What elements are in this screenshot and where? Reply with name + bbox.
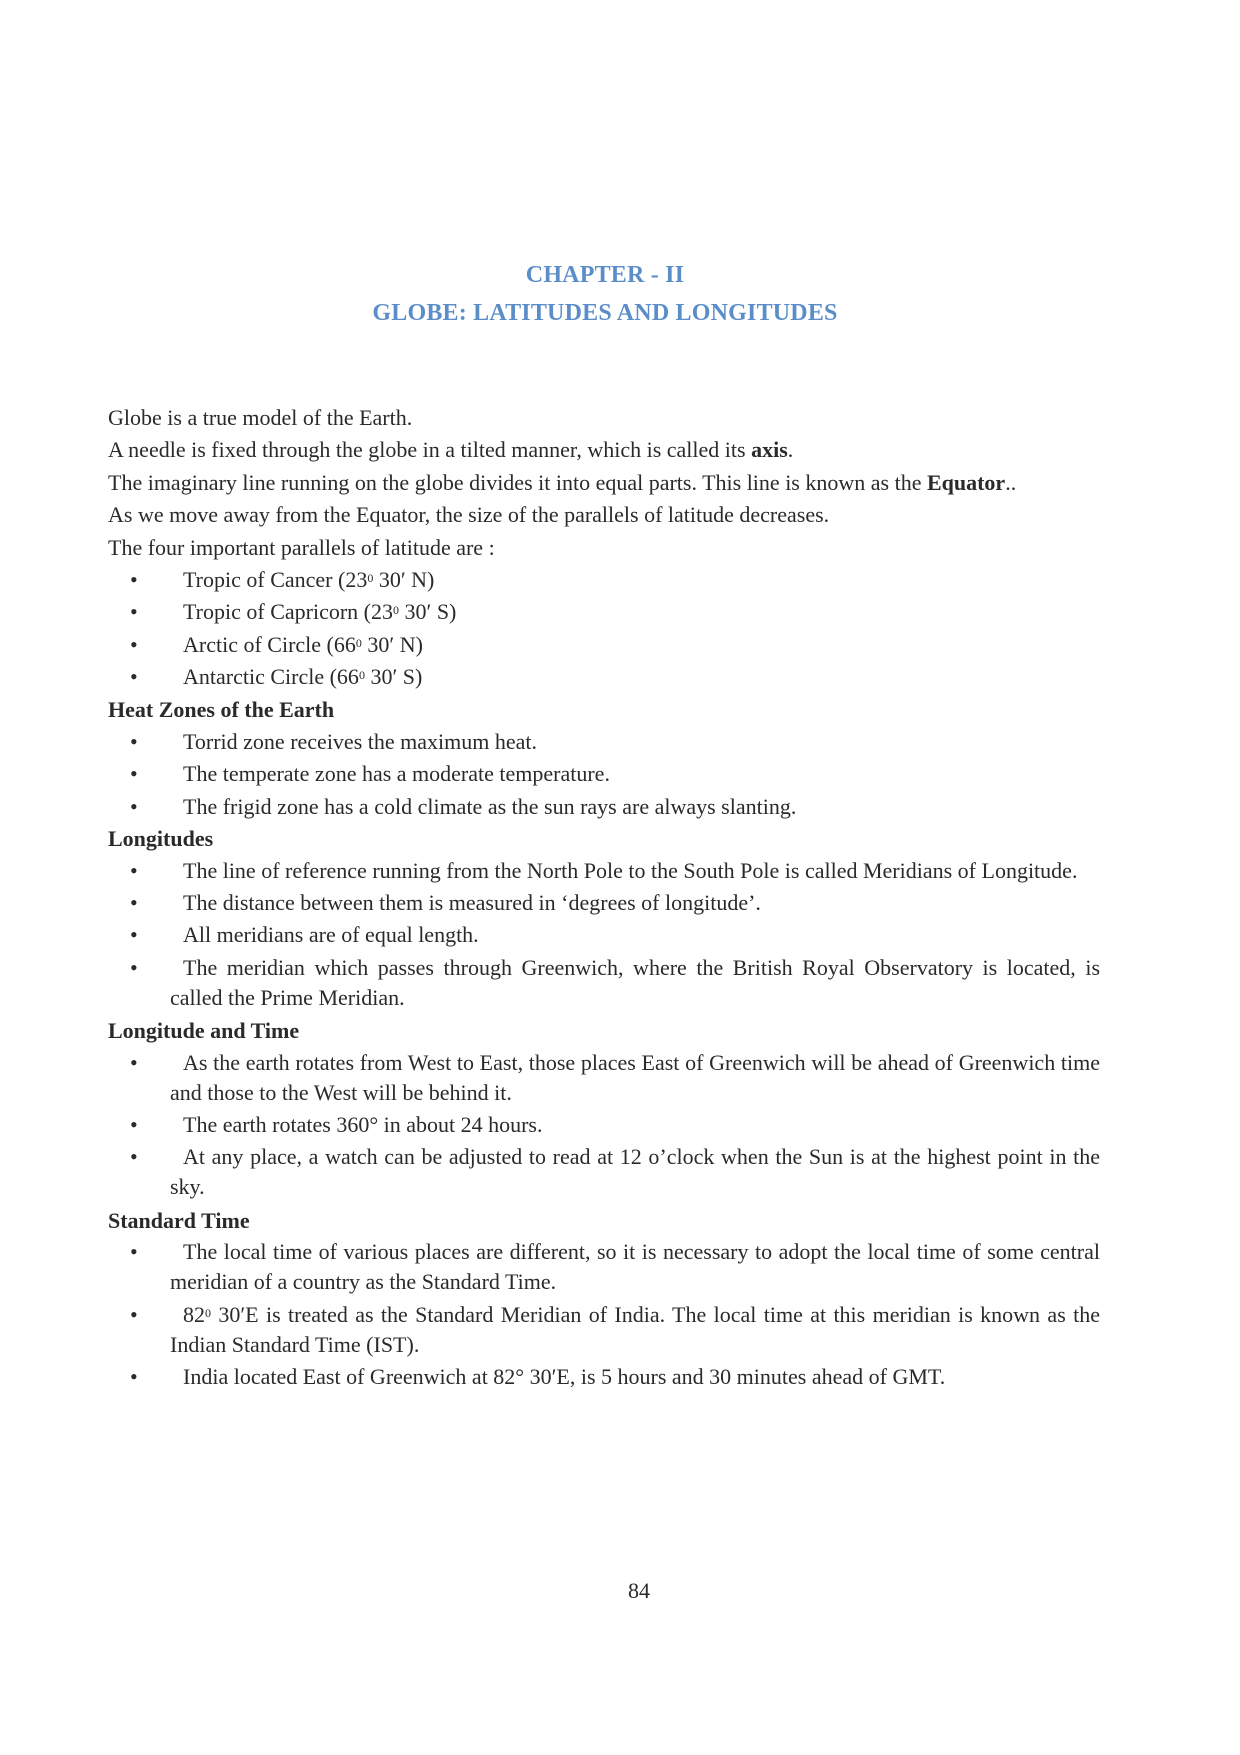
list-item: • Arctic of Circle ($66^0$ 30′ N) (108, 629, 1100, 661)
term-equator: Equator (926, 469, 1006, 495)
list-item: • The earth rotates 360° in about 24 hours. (108, 1110, 1100, 1140)
intro-line: As we move away from the Equator, the size of the parallels of latitude decreases. (108, 502, 830, 528)
longitudes-list (108, 856, 1100, 1013)
longitude-time-list (108, 1048, 1100, 1203)
list-item: • Torrid zone receives the maximum heat. (108, 726, 1100, 758)
list-item: • As the earth rotates from West to East, those places East of Greenwich will be ahead of Greenwich time and those to the West will be behind it. (108, 1048, 1100, 1108)
parallels-list (108, 564, 1100, 694)
list-item: • Tropic of Cancer ($23^0$ 30′ N) (108, 564, 1100, 596)
page-number: 84 (628, 1578, 650, 1603)
section-title-longitudes: Longitudes (108, 826, 214, 852)
section-title-longitude-time: Longitude and Time (108, 1018, 300, 1044)
section-title-standard-time: Standard Time (108, 1207, 250, 1233)
list-item: • The local time of various places are different, so it is necessary to adopt the local time of some central meridian of a country as the Standard Time. (108, 1237, 1100, 1297)
list-item: • All meridians are of equal length. (108, 920, 1100, 950)
list-item: • The distance between them is measured in ‘degrees of longitude’. (108, 888, 1100, 918)
intro-line: The four important parallels of latitude are : (108, 534, 495, 560)
section-title-heat-zones: Heat Zones of the Earth (108, 696, 335, 722)
list-item: • The frigid zone has a cold climate as the sun rays are always slanting. (108, 791, 1100, 823)
chapter-number: CHAPTER - II (525, 262, 685, 288)
chapter-title: GLOBE: LATITUDES AND LONGITUDES (372, 300, 838, 326)
heat-zones-list (108, 726, 1100, 823)
page-content (108, 402, 1100, 1394)
intro-line: The imaginary line running on the globe divides it into equal parts. This line is known as the Equator.. (108, 469, 1017, 495)
list-item: • The temperate zone has a moderate temperature. (108, 758, 1100, 790)
list-item: • The line of reference running from the North Pole to the South Pole is called Meridians of Longitude. (108, 856, 1100, 886)
chapter-heading (0, 256, 1210, 332)
list-item: • At any place, a watch can be adjusted to read at 12 o’clock when the Sun is at the highest point in the sky. (108, 1142, 1100, 1202)
list-item: • Antarctic Circle ($66^0$ 30′ S) (108, 661, 1100, 693)
intro-line: Globe is a true model of the Earth. (108, 405, 413, 430)
list-item: • Tropic of Capricorn ($23^0$ 30′ S) (108, 596, 1100, 628)
list-item: • $82^0$ 30′E is treated as the Standard Meridian of India. The local time at this meridian is known as the Indian Standard Time (IST). (108, 1300, 1100, 1360)
term-axis: axis (751, 437, 788, 463)
standard-time-list (108, 1237, 1100, 1392)
list-item: • The meridian which passes through Greenwich, where the British Royal Observatory is located, is called the Prime Meridian. (108, 953, 1100, 1013)
list-item: • India located East of Greenwich at 82° 30′E, is 5 hours and 30 minutes ahead of GMT. (108, 1362, 1100, 1392)
intro-line: A needle is fixed through the globe in a tilted manner, which is called its axis. (108, 437, 794, 463)
